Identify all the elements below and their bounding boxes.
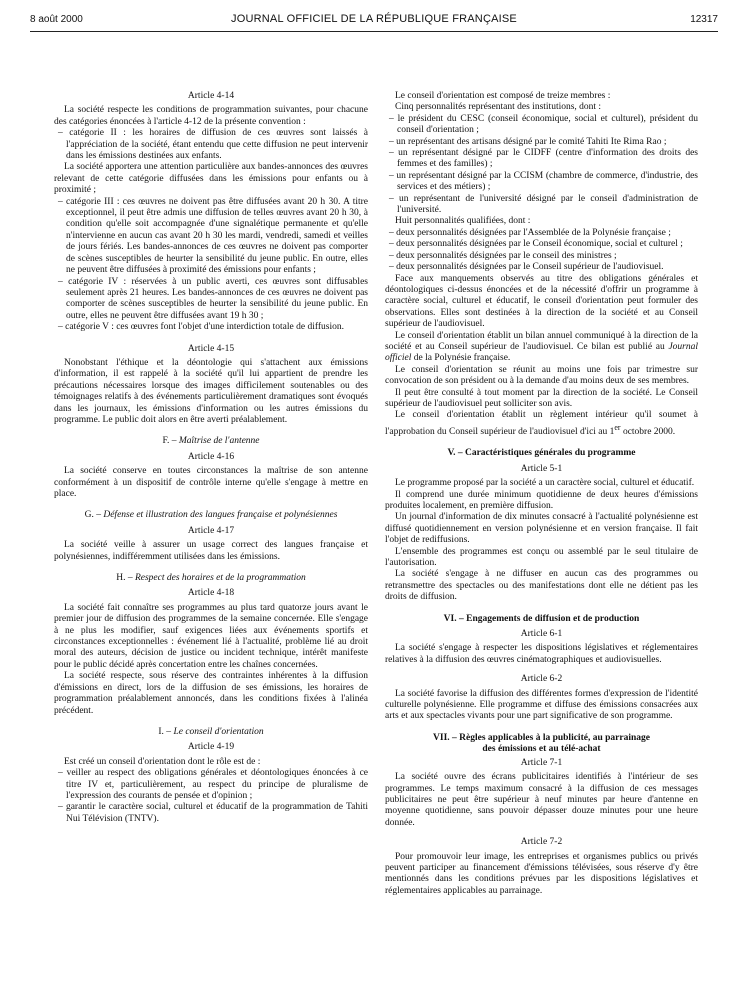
paragraph: Huit personnalités qualifiées, dont : [395, 216, 531, 227]
article-title: Article 4-17 [187, 525, 235, 536]
section-heading-i: I. – Le conseil d'orientation [158, 726, 264, 737]
paragraph: Le conseil d'orientation établit un règlement intérieur qu'il soumet à l'approbation du Conseil supérieur de l'audiovisuel d'ici au 1er octobre 2000. [385, 410, 698, 437]
paragraph: La société s'engage à respecter les dispositions législatives et réglementaires relatives à la diffusion des œuvres cinématographiques et audiovisuelles. [385, 643, 698, 665]
list [54, 197, 368, 334]
article-title: Article 4-15 [187, 343, 235, 354]
list-item: – deux personnalités désignées par l'Assemblée de la Polynésie française ; [389, 227, 671, 238]
section-heading-v: V. – Caractéristiques générales du programme [447, 448, 636, 459]
paragraph: La société respecte les conditions de programmation suivantes, pour chacune des catégories énoncées à l'article 4-12 de la présente convention : [54, 105, 368, 127]
paragraph: Le conseil d'orientation établit un bilan annuel communiqué à la direction de la société et au Conseil supérieur de l'audiovisuel. Ce bilan est publié au Journal officiel de la Polynésie française. [385, 330, 698, 364]
list-item: – le président du CESC (conseil économique, social et culturel), président du conseil d'orientation ; [389, 113, 698, 136]
list [54, 768, 368, 825]
paragraph: La société fait connaître ses programmes au plus tard quatorze jours avant le premier jour de diffusion des programmes de la semaine concernée. Elle s'engage à ne plus les modifier, sauf exigences liées aux événements sportifs et circonstances exceptionnelles : événement lié à l'actualité, problème lié au droit moral des auteurs, décision de justice ou incident technique, intérêt manifeste pour le public décidé après concertation entre les chaînes concernées. [54, 602, 368, 670]
list [385, 114, 698, 217]
header-page-number: 12317 [690, 14, 718, 25]
header-date: 8 août 2000 [30, 14, 83, 25]
paragraph: Le programme proposé par la société a un caractère social, culturel et éducatif. [395, 478, 695, 489]
paragraph: La société respecte, sous réserve des contraintes inhérentes à la diffusion d'émissions en direct, lors de la diffusion de ses émissions, les horaires de programmation préalablement annoncés, dans les conditions fixées à l'alinéa précédent. [54, 671, 368, 716]
article-title: Article 4-16 [187, 451, 235, 462]
paragraph: Cinq personnalités représentant des institutions, dont : [395, 102, 602, 113]
section-heading-f: F. – Maîtrise de l'antenne [162, 436, 260, 447]
list-item: – catégorie IV : réservées à un public averti, ces œuvres sont diffusables seulement après 21 heures. Les bandes-annonces de ces œuvres ne doivent pas comporter de scènes susceptibles de heurter la sensibilité du jeune public. En outre, elles ne peuvent être diffusées avant 19 h 30 ; [58, 276, 368, 321]
paragraph: La société conserve en toutes circonstances la maîtrise de son antenne conformément à un dispositif de contrôle interne qu'elle s'engage à mettre en place. [54, 466, 368, 499]
right-column [385, 91, 698, 897]
paragraph: La société veille à assurer un usage correct des langues française et polynésiennes, indifféremment utilisées dans les émissions. [54, 540, 368, 562]
header-title: JOURNAL OFFICIEL DE LA RÉPUBLIQUE FRANÇAISE [231, 13, 517, 25]
paragraph: La société s'engage à ne diffuser en aucun cas des programmes ou retransmettre des spectacles ou des manifestations dont elle ne détient pas les droits de diffusion. [385, 569, 698, 603]
paragraph: La société ouvre des écrans publicitaires identifiés à l'intérieur de ses programmes. Le temps maximum consacré à la diffusion de ces messages publicitaires ne peut être supérieur à neuf minutes par heure d'antenne en moyenne quotidienne, sans pouvoir dépasser douze minutes pour une heure donnée. [385, 772, 698, 828]
left-column [54, 91, 368, 825]
paragraph: Est créé un conseil d'orientation dont le rôle est de : [64, 756, 261, 767]
paragraph: L'ensemble des programmes est conçu ou assemblé par le seul titulaire de l'autorisation. [385, 546, 698, 568]
list-item: – catégorie II : les horaires de diffusion de ces œuvres sont laissés à l'appréciation de la société, étant entendu que cette diffusion ne peut intervenir dans les émissions destinées aux enfants. [58, 128, 368, 162]
list-item: – garantir le caractère social, culturel et éducatif de la programmation de Tahiti Nui Télévision (TNTV). [58, 802, 368, 824]
list-item: – deux personnalités désignées par le conseil des ministres ; [389, 250, 617, 261]
paragraph: Pour promouvoir leur image, les entreprises et organismes publics ou privés peuvent participer au financement d'émissions télévisées, sous réserve d'y être mentionnés dans les conditions prévues par les dispositions législatives et réglementaires applicables au parrainage. [385, 851, 698, 896]
list-item: – un représentant désigné par la CCISM (chambre de commerce, d'industrie, des services et des métiers) ; [389, 170, 698, 193]
paragraph: La société favorise la diffusion des différentes formes d'expression de l'identité culturelle polynésienne. Elle programme et diffuse des émissions consacrées aux arts et aux spectacles vivants pour une part significative de son programme. [385, 688, 698, 722]
section-heading-vi: VI. – Engagements de diffusion et de production [443, 613, 640, 624]
list-item: – deux personnalités désignées par le Conseil économique, social et culturel ; [389, 239, 683, 250]
header-rule [30, 31, 718, 32]
list-item: – un représentant de l'université désigné par le conseil d'administration de l'université. [389, 193, 698, 216]
list [385, 228, 698, 274]
paragraph: Face aux manquements observés au titre des obligations générales et déontologiques ci-dessus énoncées et de la nécessité d'offrir un programme à caractère social, culturel et éducatif, le conseil d'orientation peut formuler des observations. Elles sont destinées à la direction de la société et au Conseil supérieur de l'audiovisuel. [385, 273, 698, 330]
article-title: Article 6-2 [520, 674, 563, 685]
article-title: Article 4-18 [187, 588, 235, 599]
paragraph: Nonobstant l'éthique et la déontologie qui s'attachent aux émissions d'information, il est rappelé à la société qu'il lui appartient de prendre les précautions nécessaires lorsque des images difficilement soutenables ou des témoignages relatifs à des événements particulièrement dramatiques sont évoqués dans les journaux, les émissions d'information ou les autres émissions du programme. Le public doit alors en être averti préalablement. [54, 357, 368, 425]
list-item: – un représentant désigné par le CIDFF (centre d'information des droits des femmes et des familles) ; [389, 148, 698, 170]
article-title: Article 6-1 [520, 629, 563, 640]
list [54, 128, 368, 162]
paragraph: Il comprend une durée minimum quotidienne de deux heures d'émissions produites localement, en première diffusion. [385, 489, 698, 511]
list-item: – veiller au respect des obligations générales et déontologiques énoncées à ce titre IV et, particulièrement, au respect du principe de pluralisme de l'expression des courants de pensée et d'opinion ; [58, 768, 368, 801]
paragraph: Le conseil d'orientation se réunit au moins une fois par trimestre sur convocation de son président ou à la demande d'au moins deux de ses membres. [385, 364, 698, 387]
article-title: Article 5-1 [520, 463, 563, 474]
paragraph: Le conseil d'orientation est composé de treize membres : [395, 91, 611, 101]
list-item: – un représentant des artisans désigné par le comité Tahiti Ite Rima Rao ; [389, 136, 667, 147]
section-heading-h: H. – Respect des horaires et de la programmation [116, 573, 306, 584]
section-heading-g: G. – Défense et illustration des langues française et polynésiennes [84, 510, 338, 521]
article-title: Article 7-1 [520, 757, 563, 768]
paragraph: La société apportera une attention particulière aux bandes-annonces des œuvres relevant de cette catégorie diffusées dans les émissions pour enfants ou à proximité ; [54, 162, 368, 196]
list-item: – catégorie V : ces œuvres font l'objet d'une interdiction totale de diffusion. [58, 322, 344, 333]
paragraph: Il peut être consulté à tout moment par la direction de la société. Le Conseil supérieur de l'audiovisuel peut solliciter son avis. [385, 387, 698, 409]
list-item: – deux personnalités désignées par le Conseil supérieur de l'audiovisuel. [389, 262, 664, 273]
page-header [30, 12, 718, 28]
section-heading-vii: VII. – Règles applicables à la publicité, au parrainage des émissions et au télé-achat [433, 732, 650, 755]
article-title: Article 7-2 [520, 837, 563, 848]
article-title: Article 4-19 [187, 742, 235, 753]
article-title: Article 4-14 [187, 91, 235, 101]
list-item: – catégorie III : ces œuvres ne doivent pas être diffusées avant 20 h 30. A titre exceptionnel, il peut être admis une diffusion de telles œuvres avant 20 h 30, à condition qu'elle soit accompagnée d'une signalétique permanente et qu'elle n'intervienne en aucun cas avant 20 h 30 les mardi, vendredi, samedi et veilles de jours fériés. Les bandes-annonces de ces œuvres ne doivent pas comporter de scènes susceptibles de heurter la sensibilité du jeune public. En outre, elles ne peuvent être diffusées à proximité des émissions pour enfants ; [58, 196, 368, 276]
paragraph: Un journal d'information de dix minutes consacré à l'actualité polynésienne est diffusé quotidiennement en version polynésienne et en version française. Il fait l'objet de rediffusions. [385, 512, 698, 546]
